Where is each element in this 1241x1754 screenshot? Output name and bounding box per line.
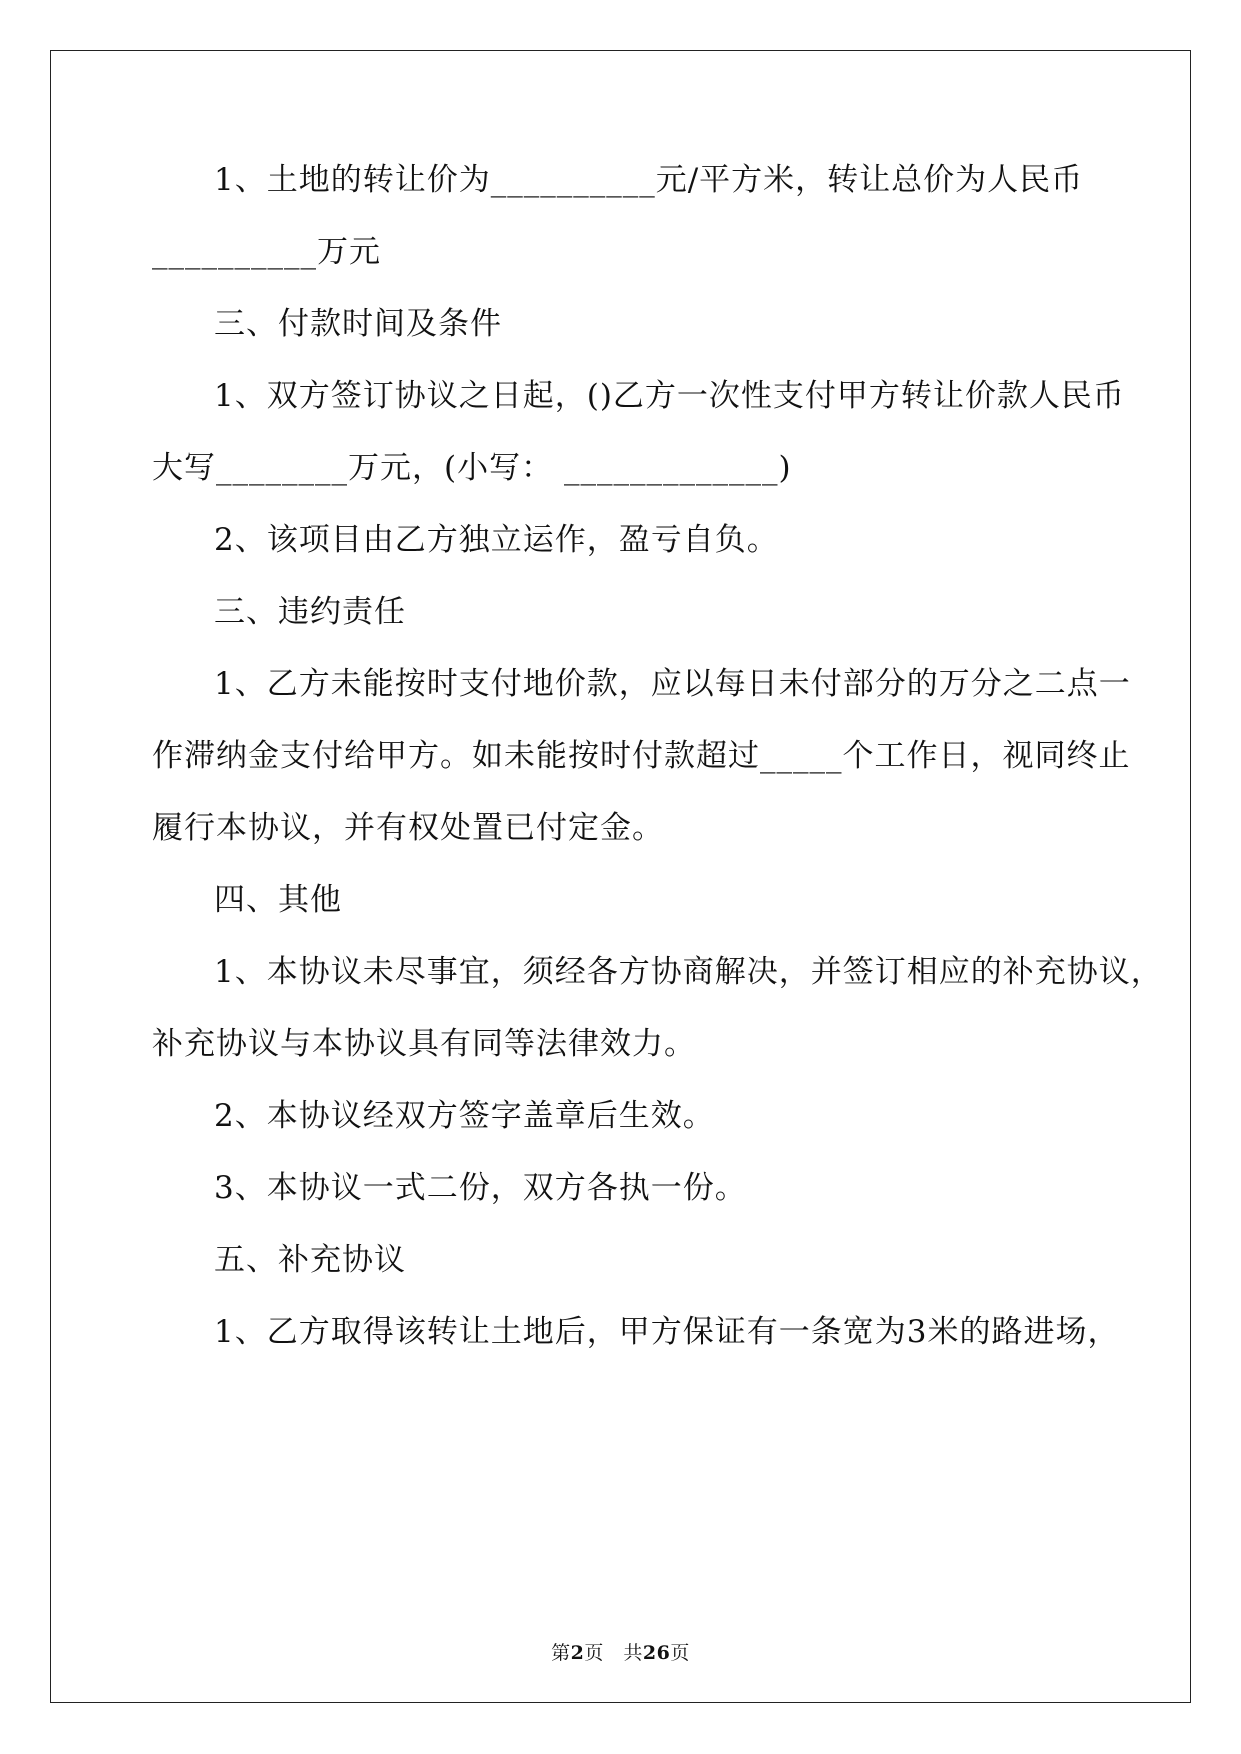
page-footer (0, 1638, 1241, 1665)
current-page-number: 2 (570, 1642, 585, 1664)
paragraph-line: 履行本协议，并有权处置已付定金。 (152, 810, 664, 846)
paragraph-line: 作滞纳金支付给甲方。如未能按时付款超过_____个工作日，视同终止 (152, 738, 1131, 774)
section-heading: 三、违约责任 (214, 594, 406, 630)
paragraph-line: 1、乙方取得该转让土地后，甲方保证有一条宽为3米的路进场， (214, 1314, 1120, 1350)
page-prefix: 第 (551, 1642, 571, 1664)
paragraph-line: 1、本协议未尽事宜，须经各方协商解决，并签订相应的补充协议， (214, 954, 1163, 990)
paragraph-line: 1、土地的转让价为__________元/平方米，转让总价为人民币 (214, 162, 1084, 198)
paragraph-line: 2、该项目由乙方独立运作，盈亏自负。 (214, 522, 779, 558)
paragraph-line: 大写________万元，(小写： _____________) (152, 450, 792, 486)
paragraph-line: __________万元 (152, 234, 381, 270)
paragraph-line: 1、乙方未能按时支付地价款，应以每日未付部分的万分之二点一 (214, 666, 1131, 702)
paragraph-line: 3、本协议一式二份，双方各执一份。 (214, 1170, 747, 1206)
section-heading: 四、其他 (214, 882, 342, 918)
page-middle-text: 页 共 (584, 1642, 643, 1664)
paragraph-line: 补充协议与本协议具有同等法律效力。 (152, 1026, 696, 1062)
section-heading: 五、补充协议 (214, 1242, 406, 1278)
section-heading: 三、付款时间及条件 (214, 306, 502, 342)
paragraph-line: 1、双方签订协议之日起，()乙方一次性支付甲方转让价款人民币 (214, 378, 1125, 414)
paragraph-line: 2、本协议经双方签字盖章后生效。 (214, 1098, 715, 1134)
page-border (50, 50, 1191, 1703)
total-page-number: 26 (642, 1642, 671, 1664)
page-suffix: 页 (670, 1642, 690, 1664)
